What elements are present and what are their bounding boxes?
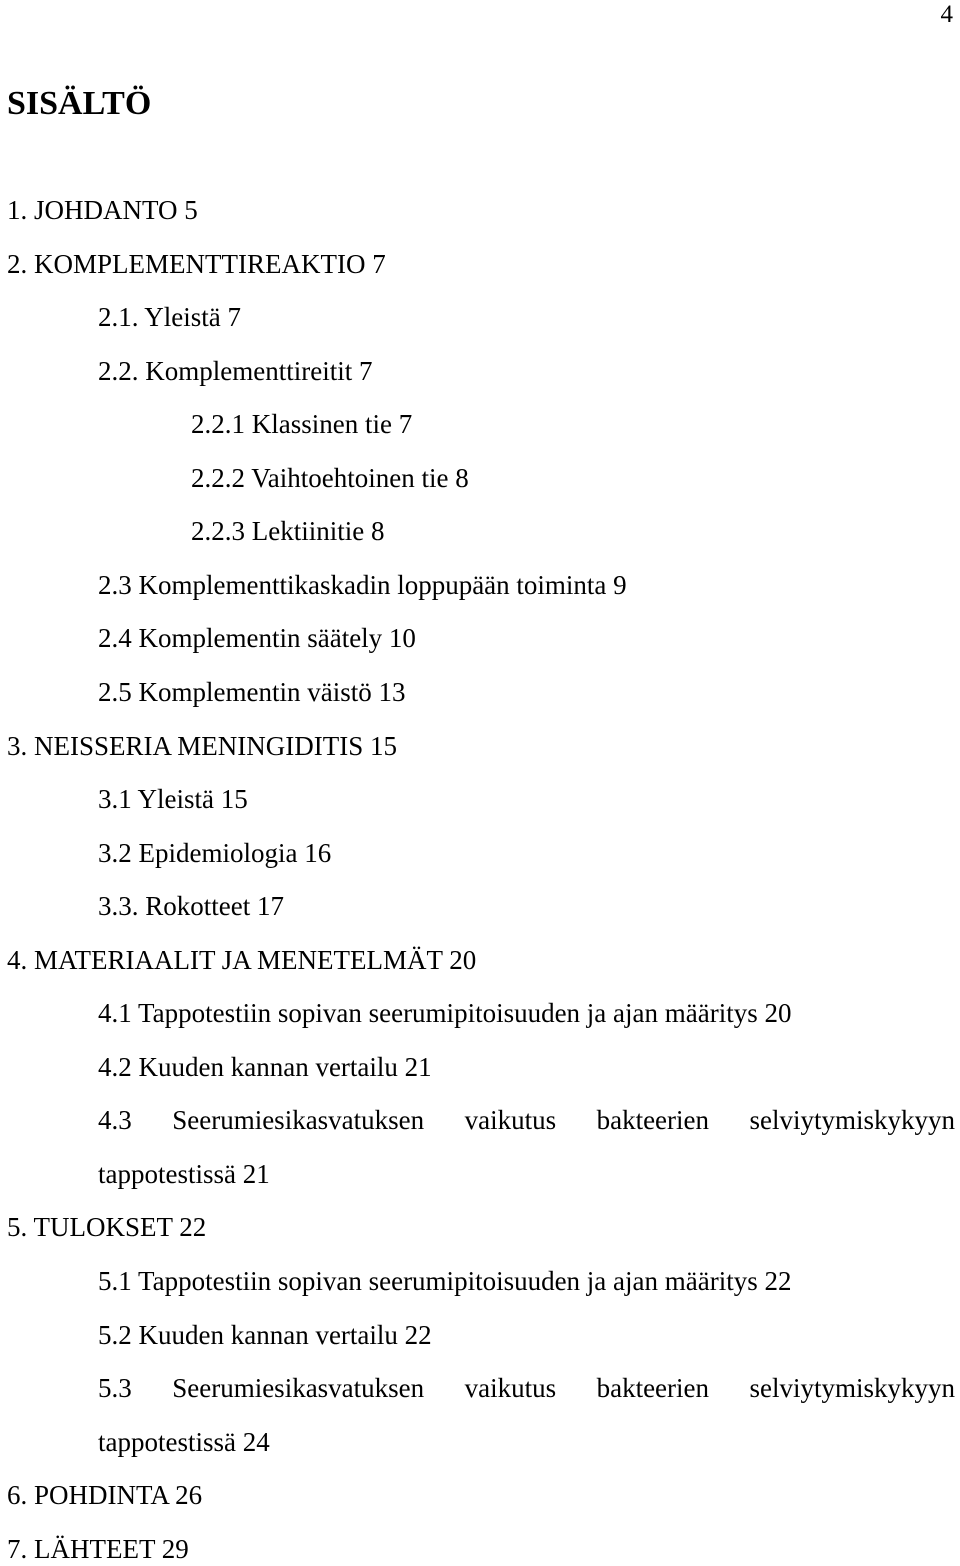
toc-entry: 2.4 Komplementin säätely 10 [98, 623, 416, 654]
toc-entry: 2.5 Komplementin väistö 13 [98, 676, 406, 707]
toc-entry: 2.1. Yleistä 7 [98, 302, 241, 333]
toc-entry: 4. MATERIAALIT JA MENETELMÄT 20 [7, 944, 477, 975]
toc-entry: 4.2 Kuuden kannan vertailu 21 [98, 1051, 432, 1082]
toc-entry: 3.3. Rokotteet 17 [98, 891, 284, 922]
toc-entry: 3.1 Yleistä 15 [98, 784, 248, 815]
toc-entry: 4.1 Tappotestiin sopivan seerumipitoisuuden ja ajan määritys 20 [98, 998, 792, 1029]
toc-entry: 5.1 Tappotestiin sopivan seerumipitoisuuden ja ajan määritys 22 [98, 1266, 792, 1296]
toc-entry: 4.3 Seerumiesikasvatuksen vaikutus bakteerien selviytymiskykyyn [98, 1105, 955, 1136]
toc-entry: 3.2 Epidemiologia 16 [98, 837, 332, 868]
toc-entry: tappotestissä 24 [98, 1426, 270, 1457]
toc-entry: 2.2.2 Vaihtoehtoinen tie 8 [191, 462, 469, 493]
toc-entry: 2.2. Komplementtireitit 7 [98, 355, 373, 386]
page-number: 4 [940, 1, 953, 28]
toc-entry: 2.2.1 Klassinen tie 7 [191, 409, 413, 440]
toc-entry: 7. LÄHTEET 29 [7, 1533, 189, 1564]
toc-entry: 1. JOHDANTO 5 [7, 195, 198, 225]
toc-entry: 5.3 Seerumiesikasvatuksen vaikutus bakteerien selviytymiskykyyn [98, 1373, 955, 1404]
toc-entry: 2.3 Komplementtikaskadin loppupään toiminta 9 [98, 569, 627, 600]
toc-entry: 6. POHDINTA 26 [7, 1480, 203, 1511]
toc-entry: 2.2.3 Lektiinitie 8 [191, 516, 385, 547]
toc-entry: 5. TULOKSET 22 [7, 1212, 207, 1243]
toc-entry: tappotestissä 21 [98, 1158, 270, 1189]
toc-entry: 3. NEISSERIA MENINGIDITIS 15 [7, 730, 397, 761]
toc-entry: 2. KOMPLEMENTTIREAKTIO 7 [7, 248, 386, 279]
toc-entry: 5.2 Kuuden kannan vertailu 22 [98, 1319, 432, 1350]
page-title: SISÄLTÖ [7, 85, 152, 122]
